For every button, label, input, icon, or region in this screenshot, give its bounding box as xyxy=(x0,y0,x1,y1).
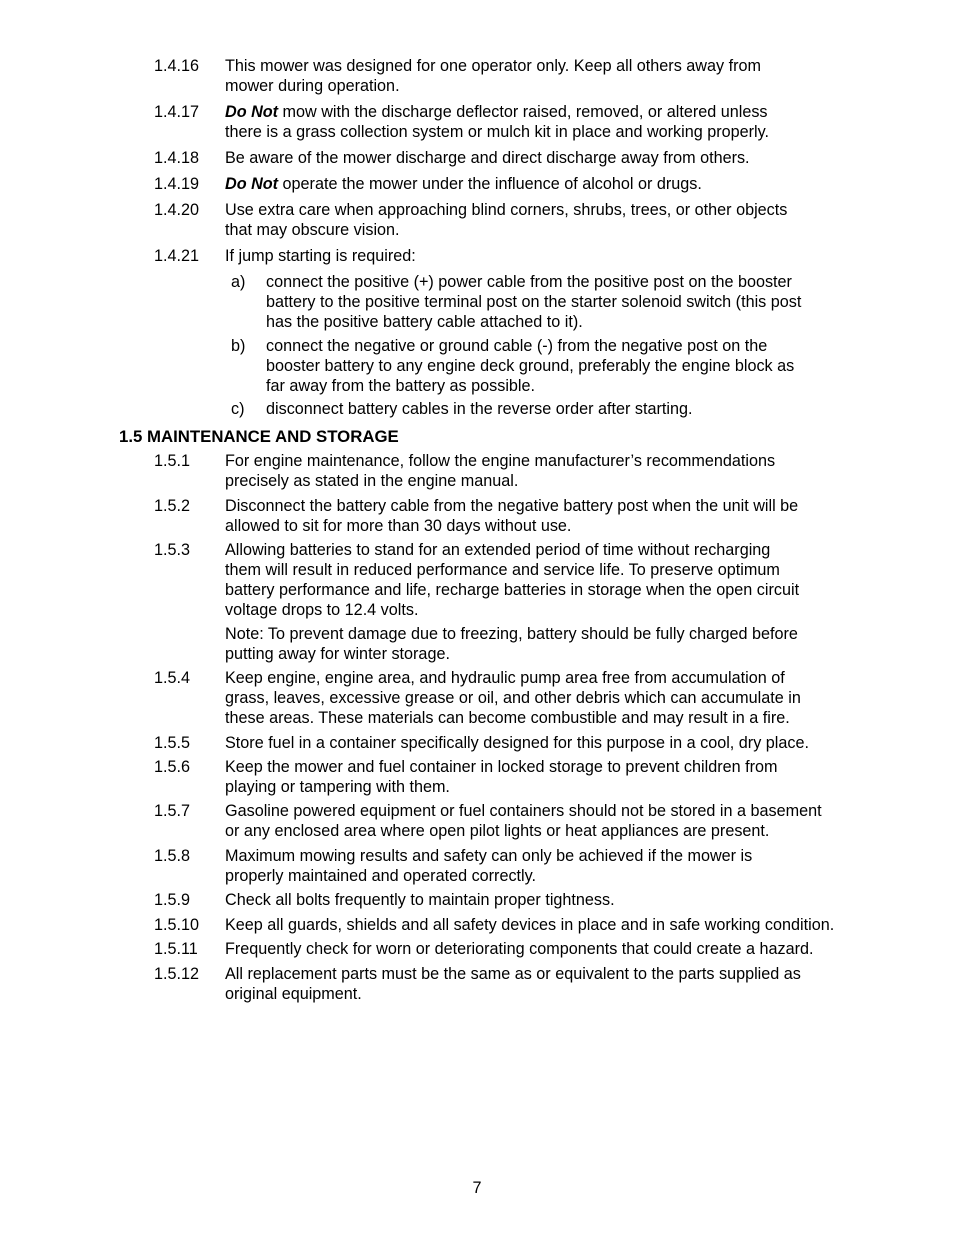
text-line: booster battery to any engine deck ground, preferably the engine block as xyxy=(266,357,795,375)
item-number: 1.4.21 xyxy=(154,247,200,265)
step-text xyxy=(266,336,866,396)
item-number: 1.4.17 xyxy=(154,103,200,121)
text-line: Disconnect the battery cable from the negative battery post when the unit will be xyxy=(225,497,799,515)
text-line: them will result in reduced performance and service life. To preserve optimum xyxy=(225,561,780,579)
text-line: connect the negative or ground cable (-) from the negative post on the xyxy=(266,337,768,355)
step-text xyxy=(266,399,866,419)
item-text xyxy=(225,668,875,728)
text-line: has the positive battery cable attached to it). xyxy=(266,313,583,331)
item-text xyxy=(225,846,875,886)
text-line: original equipment. xyxy=(225,985,362,1003)
text-run: operate the mower under the influence of alcohol or drugs. xyxy=(278,175,702,193)
item-text xyxy=(225,733,875,753)
item-text xyxy=(225,939,875,959)
item-number: 1.5.2 xyxy=(154,497,191,515)
text-line: Maximum mowing results and safety can only be achieved if the mower is xyxy=(225,847,753,865)
item-number: 1.5.3 xyxy=(154,541,191,559)
item-number: 1.5.11 xyxy=(154,940,198,958)
item-text xyxy=(225,890,875,910)
text-line xyxy=(225,102,875,122)
item-text xyxy=(225,102,875,142)
text-line: Check all bolts frequently to maintain proper tightness. xyxy=(225,891,615,909)
item-text xyxy=(225,964,875,1004)
text-line: Frequently check for worn or deteriorating components that could create a hazard. xyxy=(225,940,814,958)
item-text xyxy=(225,56,875,96)
item-number: 1.5.12 xyxy=(154,965,200,983)
text-line: grass, leaves, excessive grease or oil, and other debris which can accumulate in xyxy=(225,689,801,707)
text-line: properly maintained and operated correctly. xyxy=(225,867,537,885)
step-letter: b) xyxy=(231,337,246,355)
text-line: battery to the positive terminal post on the starter solenoid switch (this post xyxy=(266,293,802,311)
text-line: For engine maintenance, follow the engine manufacturer’s recommendations xyxy=(225,452,776,470)
text-line: disconnect battery cables in the reverse order after starting. xyxy=(266,400,693,418)
step-text xyxy=(266,272,866,332)
item-text xyxy=(225,200,875,240)
text-line: This mower was designed for one operator only. Keep all others away from xyxy=(225,57,761,75)
item-number: 1.5.4 xyxy=(154,669,191,687)
section-heading: 1.5 MAINTENANCE AND STORAGE xyxy=(119,427,399,446)
text-line: connect the positive (+) power cable from the positive post on the booster xyxy=(266,273,792,291)
text-line: Keep engine, engine area, and hydraulic pump area free from accumulation of xyxy=(225,669,785,687)
item-number: 1.5.7 xyxy=(154,802,191,820)
text-line: playing or tampering with them. xyxy=(225,778,450,796)
item-number: 1.5.5 xyxy=(154,734,191,752)
text-line: Store fuel in a container specifically designed for this purpose in a cool, dry place. xyxy=(225,734,809,752)
step-letter: a) xyxy=(231,273,246,291)
item-number: 1.5.1 xyxy=(154,452,191,470)
text-line xyxy=(225,174,875,194)
item-text xyxy=(225,540,875,620)
item-number: 1.4.18 xyxy=(154,149,200,167)
text-line: mower during operation. xyxy=(225,77,400,95)
text-line: battery performance and life, recharge batteries in storage when the open circuit xyxy=(225,581,800,599)
text-line: Keep all guards, shields and all safety devices in place and in safe working condition. xyxy=(225,916,835,934)
text-line: there is a grass collection system or mulch kit in place and working properly. xyxy=(225,123,770,141)
emphasis-text: Do Not xyxy=(225,103,279,121)
text-line: Be aware of the mower discharge and direct discharge away from others. xyxy=(225,149,750,167)
item-number: 1.5.6 xyxy=(154,758,191,776)
text-line: or any enclosed area where open pilot lights or heat appliances are present. xyxy=(225,822,770,840)
item-text xyxy=(225,757,875,797)
item-text xyxy=(225,148,875,168)
emphasis-text: Do Not xyxy=(225,175,279,193)
battery-note xyxy=(225,624,865,664)
text-line: putting away for winter storage. xyxy=(225,645,450,663)
page-number: 7 xyxy=(472,1179,482,1197)
item-number: 1.4.19 xyxy=(154,175,200,193)
item-text xyxy=(225,496,875,536)
text-line: precisely as stated in the engine manual. xyxy=(225,472,519,490)
text-line: that may obscure vision. xyxy=(225,221,400,239)
text-line: If jump starting is required: xyxy=(225,247,416,265)
text-line: allowed to sit for more than 30 days without use. xyxy=(225,517,572,535)
item-number: 1.4.16 xyxy=(154,57,200,75)
item-text xyxy=(225,246,875,266)
text-line: Keep the mower and fuel container in locked storage to prevent children from xyxy=(225,758,778,776)
text-run: mow with the discharge deflector raised, removed, or altered unless xyxy=(278,103,768,121)
text-line: All replacement parts must be the same as or equivalent to the parts supplied as xyxy=(225,965,801,983)
item-number: 1.4.20 xyxy=(154,201,200,219)
text-line: Gasoline powered equipment or fuel containers should not be stored in a basement xyxy=(225,802,822,820)
item-text xyxy=(225,801,875,841)
text-line: Allowing batteries to stand for an extended period of time without recharging xyxy=(225,541,771,559)
text-line: these areas. These materials can become combustible and may result in a fire. xyxy=(225,709,790,727)
item-text xyxy=(225,174,875,194)
step-letter: c) xyxy=(231,400,245,418)
item-number: 1.5.9 xyxy=(154,891,191,909)
text-line: Note: To prevent damage due to freezing, battery should be fully charged before xyxy=(225,625,798,643)
text-line: Use extra care when approaching blind corners, shrubs, trees, or other objects xyxy=(225,201,788,219)
item-text xyxy=(225,451,875,491)
item-number: 1.5.8 xyxy=(154,847,191,865)
item-number: 1.5.10 xyxy=(154,916,200,934)
text-line: voltage drops to 12.4 volts. xyxy=(225,601,419,619)
text-line: far away from the battery as possible. xyxy=(266,377,536,395)
item-text xyxy=(225,915,875,935)
